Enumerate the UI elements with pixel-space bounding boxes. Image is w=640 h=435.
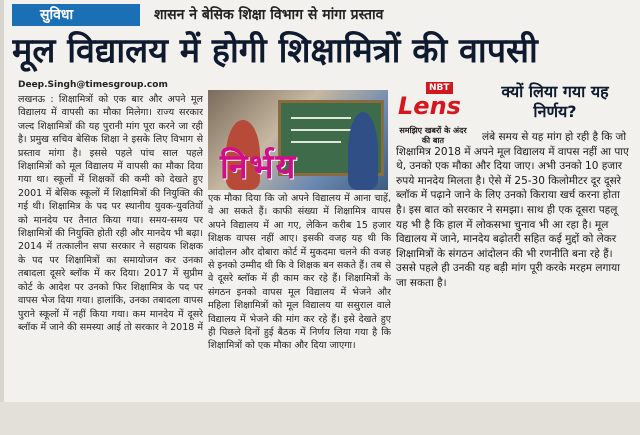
byline: Deep.Singh@timesgroup.com xyxy=(18,80,168,90)
photo-caption: निर्भय xyxy=(220,147,298,187)
kicker-text: शासन ने बेसिक शिक्षा विभाग से मांगा प्रस्ताव xyxy=(154,7,384,23)
nbt-lens-sidebar xyxy=(396,82,632,394)
article-column-1: लखनऊ : शिक्षामित्रों को एक बार और अपने मूल विद्यालय में वापसी का मौका मिलेगा। राज्य सरकार जल्द शिक्षामित्रों की यह पुरानी मांग पूरा करने जा रही है। प्रमुख सचिव बेसिक शिक्षा ने इसके लिए विभाग से प्रस्ताव मांगा है। इससे पहले पांच साल पहले शिक्षामित्रों को मूल विद्यालय में वापसी का मौका दिया गया था। स्कूलों में शिक्षकों की कमी को देखते हुए 2001 में बेसिक स्कूलों में शिक्षामित्रों की नियुक्ति की गई थी। शिक्षामित्र के पद पर स्थानीय युवक-युवतियों को मानदेय पर तैनात किया गया। समय-समय पर शिक्षामित्रों की नियुक्ति होती रही और मानदेय भी बढ़ा। 2014 में तत्कालीन सपा सरकार ने सहायक शिक्षक के पद पर शिक्षामित्रों का समायोजन कर उनका तबादला दूसरे ब्लॉक में कर दिया। 2017 में सुप्रीम कोर्ट के आदेश पर उनको फिर शिक्षामित्र के पद पर वापस भेज दिया गया। हालांकि, उनका तबादला वापस पुराने स्कूलों में नहीं किया गया। कम मानदेय में दूसरे ब्लॉक में जाने की समस्या आई तो सरकार ने 2018 में xyxy=(18,94,203,333)
lens-wordmark: Lens xyxy=(398,92,461,120)
background-strip xyxy=(0,402,640,435)
sidebar-body: शिक्षामित्र 2018 में अपने मूल विद्यालय में वापस नहीं आ पाए थे, उनको एक मौका और दिया जाए। अभी उनको 10 हजार रुपये मानदेय मिलता है। ऐसे में 25-30 किलोमीटर दूर दूसरे ब्लॉक में पढ़ाने जाने के लिए उनको किराया खर्च करना होता है। इस बात को सरकार ने समझा। साथ ही एक दूसरा पहलू यह भी है कि हाल में लोकसभा चुनाव भी आ रहा है। मूल विद्यालय में जाने, मानदेय बढ़ोतरी सहित कई मुद्दों को लेकर शिक्षामित्रों के संगठन आंदोलन की भी रणनीति बना रहे हैं। उससे पहले ही उनकी यह बड़ी मांग पूरी करके मरहम लगाया जा सकता है। xyxy=(396,145,629,289)
figure-right xyxy=(348,112,378,190)
top-bar xyxy=(12,4,632,26)
article-column-2: एक मौका दिया कि जो अपने विद्यालय में आना चाहें, वे आ सकते हैं। काफी संख्या में शिक्षामित्र वापस अपने विद्यालय में आ गए, लेकिन करीब 15 हजार शिक्षक वापस नहीं आए। इसकी वजह यह थी कि आंदोलन और दोबारा कोर्ट में मुकदमा चलने की वजह से इनको उम्मीद थी कि वे शिक्षक बन सकते हैं। तब से वे दूसरे ब्लॉक में ही काम कर रहे हैं। शिक्षामित्रों के संगठन इनको वापस मूल विद्यालय में भेजने और महिला शिक्षामित्रों को मूल विद्यालय या ससुराल वाले विद्यालय में भेजने की मांग कर रहे हैं। इसे देखते हुए ही पिछले दिनों हुई बैठक में निर्णय लिया गया है कि शिक्षामित्रों को एक मौका और दिया जाएगा। xyxy=(208,193,391,352)
lens-subtitle: समझिए खबरों के अंदर की बात xyxy=(399,126,467,145)
sidebar-question: क्यों लिया गया यह निर्णय? xyxy=(501,82,609,121)
nbt-tag: NBT xyxy=(426,82,453,94)
headline: मूल विद्यालय में होगी शिक्षामित्रों की वापसी xyxy=(12,31,538,71)
page-edge xyxy=(0,0,4,402)
section-label: सुविधा xyxy=(12,4,140,26)
article-photo xyxy=(208,90,388,190)
sidebar-text xyxy=(396,130,632,291)
sidebar-intro: लंबे समय से यह मांग हो रही है कि जो xyxy=(482,131,627,143)
